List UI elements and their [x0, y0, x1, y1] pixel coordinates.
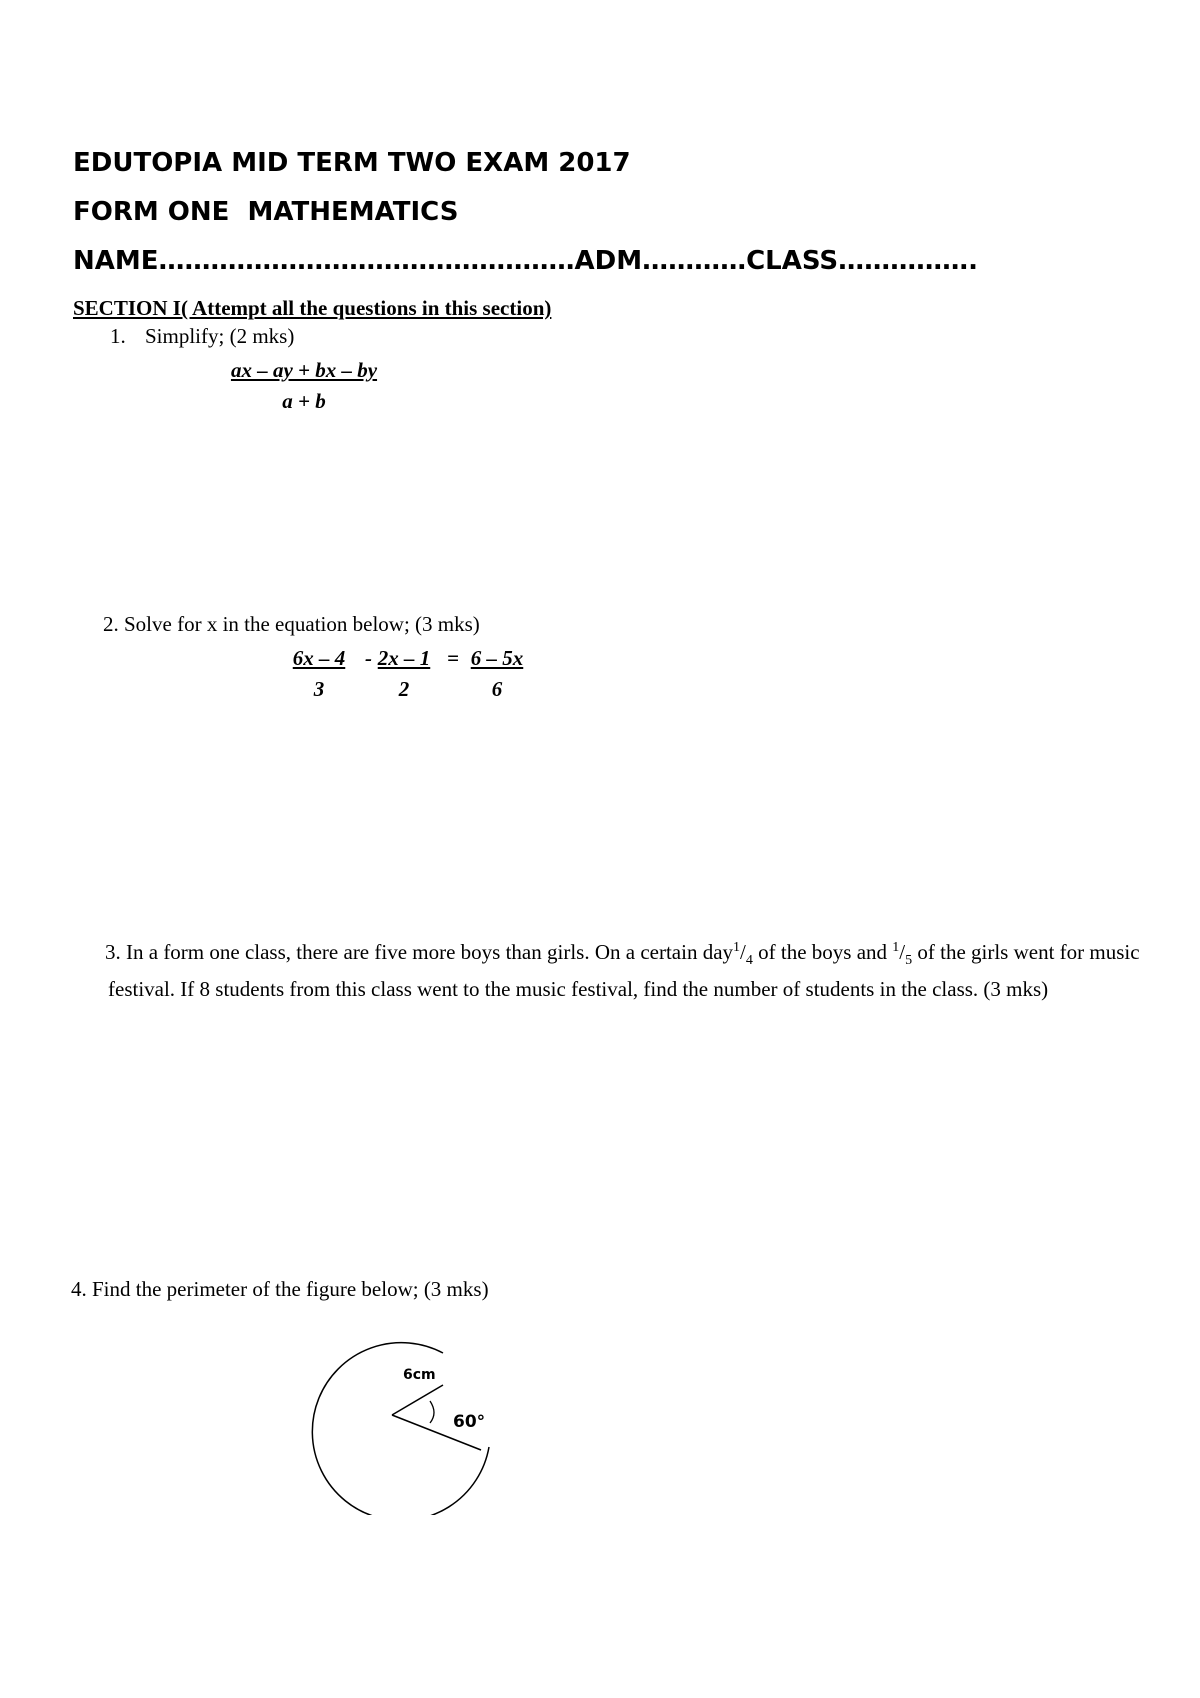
q2-fraction-2-denominator: 2: [398, 677, 410, 701]
sector-diagram: [300, 1305, 500, 1515]
q2-fraction-2-numerator: 2x – 1: [377, 646, 431, 670]
section-title: SECTION I( Attempt all the questions in this section): [73, 296, 552, 320]
q2-fraction-2: [373, 648, 435, 700]
q2-equals-operator: =: [447, 646, 459, 670]
q2-fraction-1-numerator: 6x – 4: [292, 646, 346, 670]
q4-text: 4. Find the perimeter of the figure below; (3 mks): [71, 1277, 489, 1301]
q1-fraction: [218, 360, 390, 412]
q1-denominator: a + b: [282, 389, 326, 413]
q2-fraction-3-numerator: 6 – 5x: [470, 646, 524, 670]
q1-numerator: ax – ay + bx – by: [230, 358, 378, 382]
angle-arc: [430, 1401, 434, 1423]
q3-frac-a-den: 4: [745, 953, 753, 969]
q3-part3: of the girls went for music festival. If 8 students from this class went to the music festival, find the number of students in the class. (3 mks): [108, 940, 1140, 1002]
q2-fraction-1-denominator: 3: [313, 677, 325, 701]
q2-fraction-3-denominator: 6: [491, 677, 503, 701]
q3-frac-b-num: 1: [892, 940, 900, 955]
radius-label: 6cm: [403, 1367, 436, 1383]
sector-radius-upper: [392, 1385, 443, 1415]
q1-text: Simplify; (2 mks): [145, 324, 295, 348]
q2-fraction-1: [288, 648, 350, 700]
student-details-line: NAME…………………………………………ADM…………CLASS…………….: [73, 246, 979, 276]
subject-title: FORM ONE MATHEMATICS: [73, 197, 459, 227]
q1-number: 1.: [110, 324, 126, 348]
q3-part2: of the boys and: [752, 940, 893, 964]
q2-text: 2. Solve for x in the equation below; (3 mks): [103, 612, 480, 636]
q3-frac-a-num: 1: [733, 940, 741, 955]
q2-minus-operator: -: [365, 646, 372, 670]
q2-fraction-3: [464, 648, 530, 700]
q3-part1: 3. In a form one class, there are five more boys than girls. On a certain day: [105, 940, 734, 964]
q3-text: 3. In a form one class, there are five more boys than girls. On a certain $day^1/_4$ of the boys and $^1/_5$ of the girls went for music festival. If 8 students from this class went to the music festival, find the number of students in the class. (3 mks): [105, 940, 1140, 1002]
exam-title: EDUTOPIA MID TERM TWO EXAM 2017: [73, 148, 631, 178]
q3-frac-b-den: 5: [905, 953, 913, 969]
angle-label: 60°: [453, 1412, 486, 1432]
sector-figure: [300, 1305, 500, 1520]
